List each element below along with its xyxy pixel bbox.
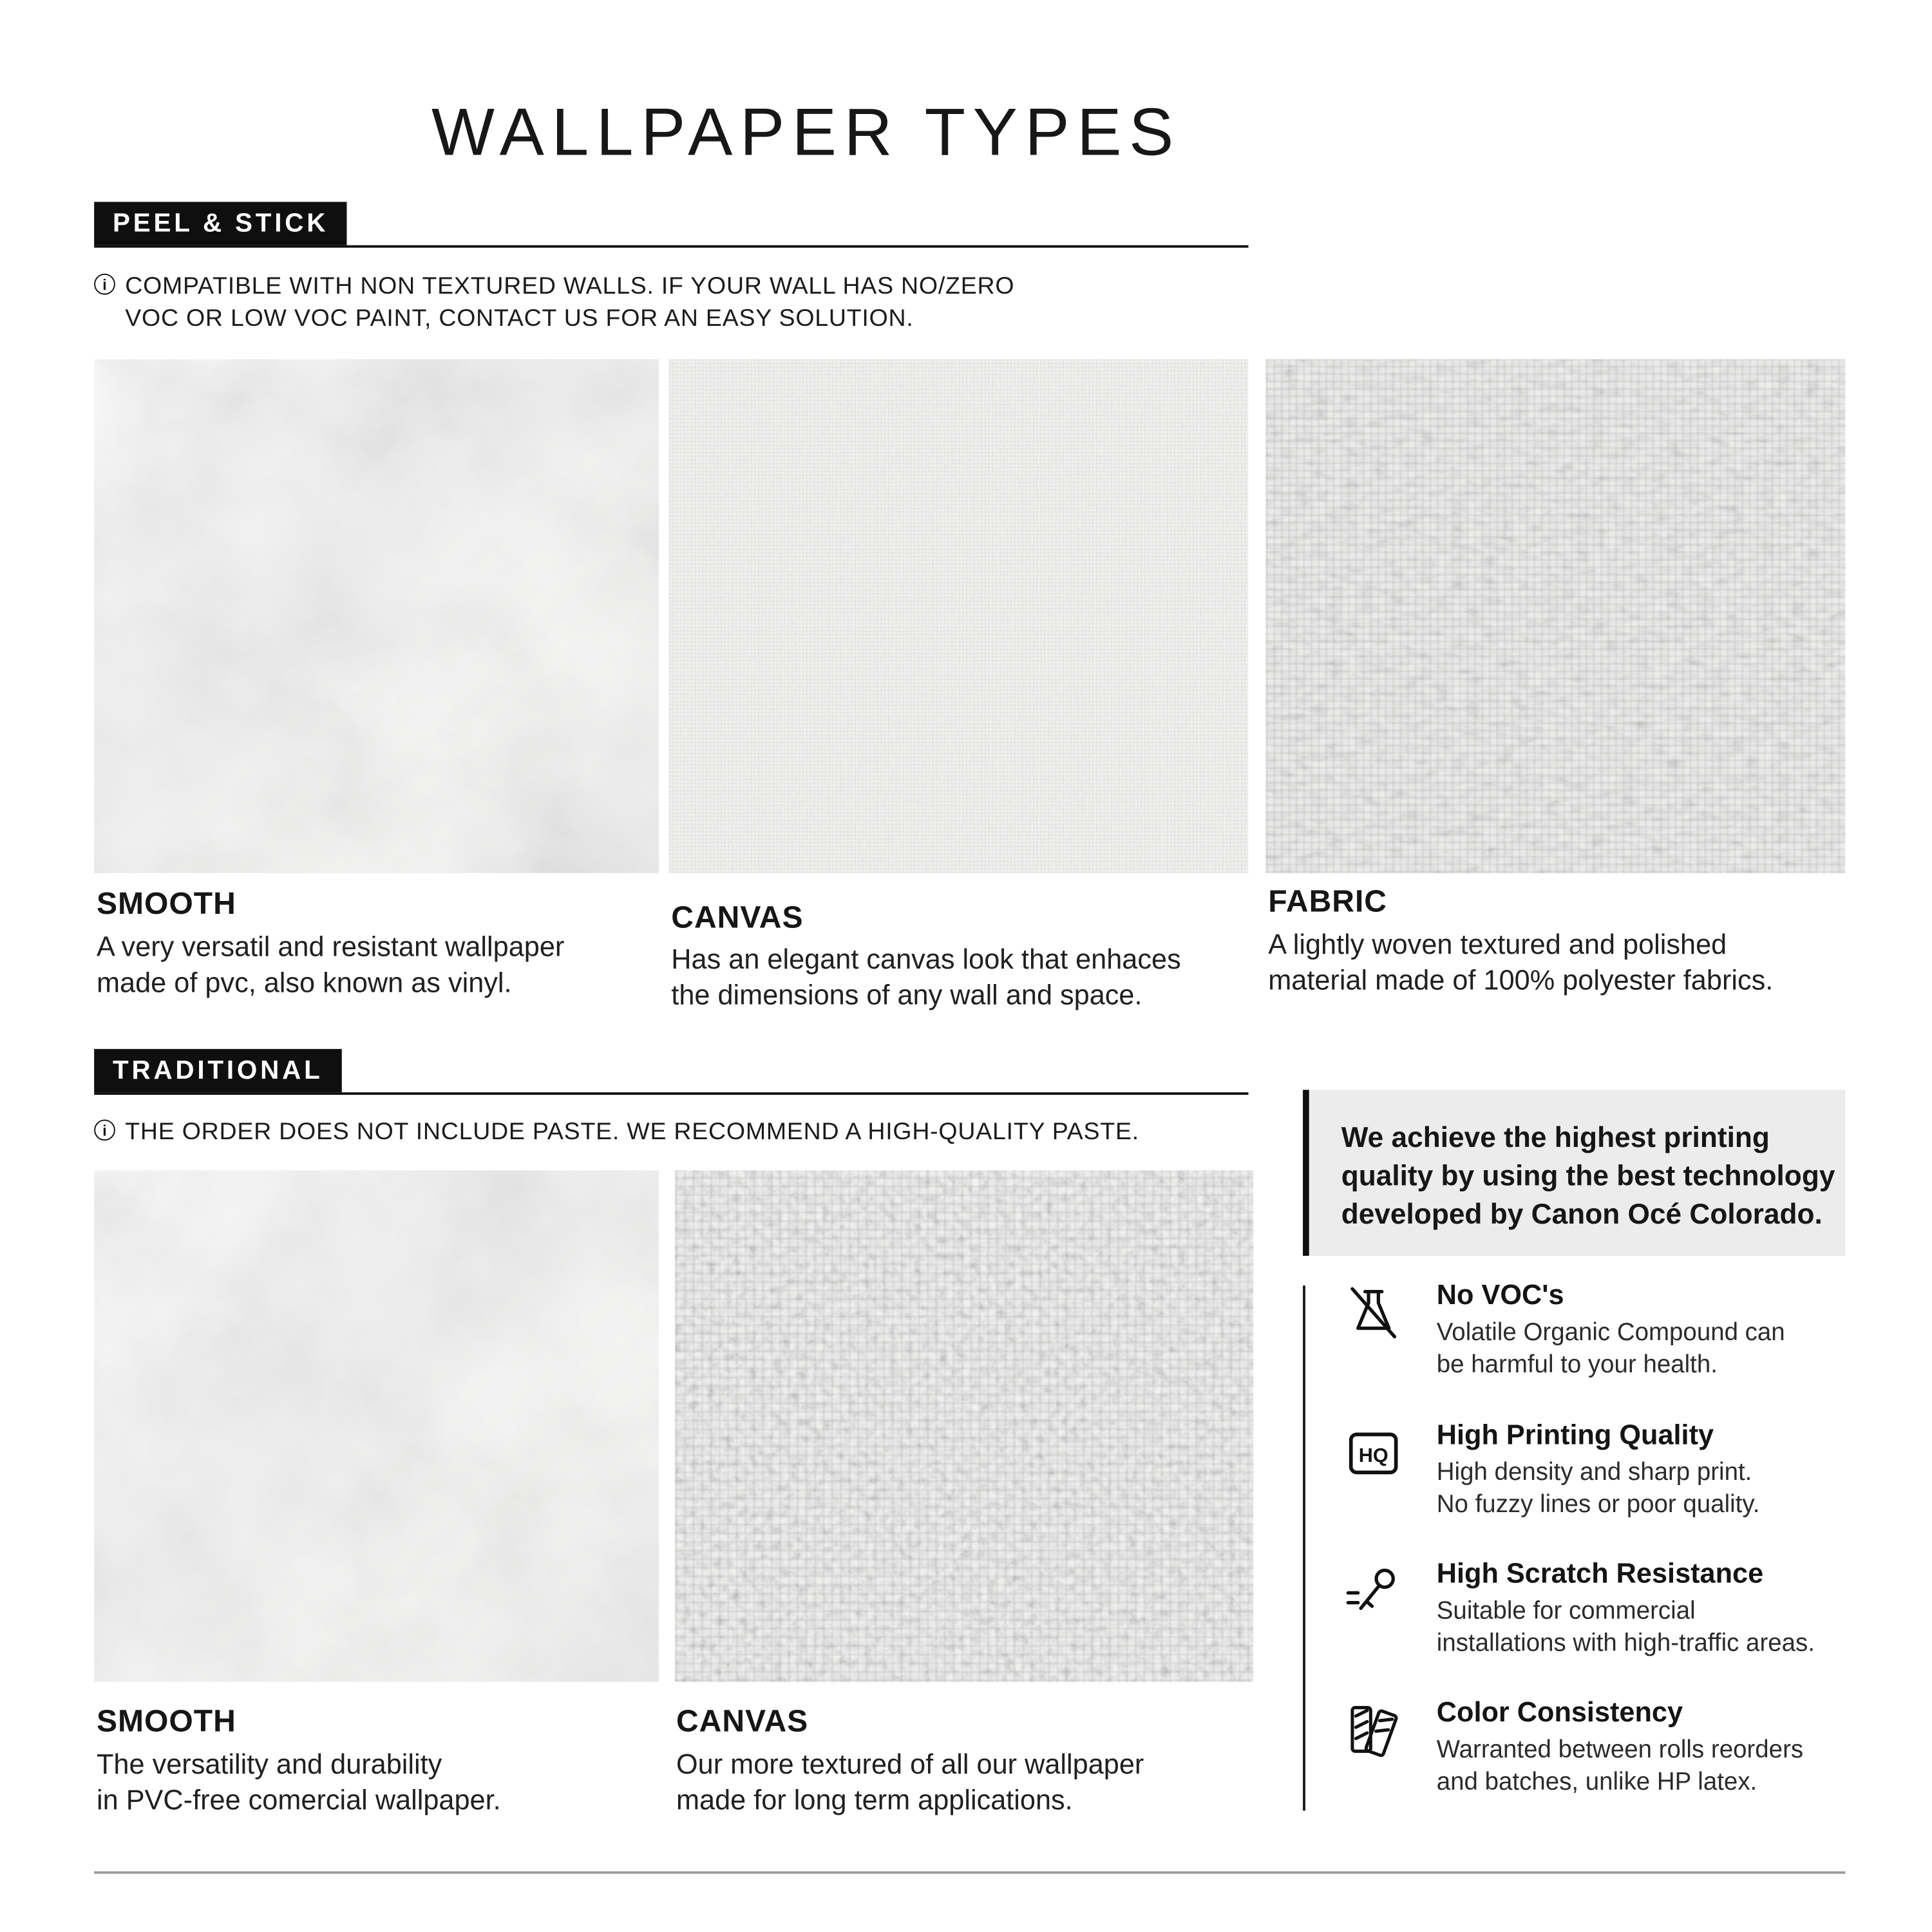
scratch-key-icon (1343, 1560, 1412, 1630)
traditional-header-rule (94, 1050, 1248, 1095)
swatch-desc (97, 1747, 501, 1819)
hq-badge-icon (1343, 1422, 1412, 1492)
swatch-name: SMOOTH (97, 886, 236, 922)
text-line: developed by Canon Océ Colorado. (1341, 1197, 1823, 1230)
text-line: material made of 100% polyester fabrics. (1268, 965, 1774, 996)
text-line: be harmful to your health. (1436, 1350, 1718, 1378)
texture-swatch-traditional-smooth (94, 1170, 659, 1681)
text-line: The versatility and durability (97, 1748, 442, 1780)
quality-note-box (1303, 1090, 1845, 1256)
text-line: Our more textured of all our wallpaper (676, 1748, 1144, 1780)
feature-title: High Scratch Resistance (1436, 1558, 1764, 1589)
text-line: quality by using the best technology (1341, 1159, 1835, 1191)
swatch-name: CANVAS (676, 1704, 809, 1739)
swatch-desc (1268, 926, 1773, 998)
info-icon: i (94, 1119, 115, 1141)
text-line: Suitable for commercial (1436, 1597, 1696, 1625)
swatch-name: CANVAS (671, 900, 804, 935)
text-line: the dimensions of any wall and space. (671, 980, 1142, 1011)
texture-swatch-traditional-canvas (675, 1170, 1253, 1681)
text-line: installations with high-traffic areas. (1436, 1629, 1815, 1657)
feature-no-voc (1343, 1280, 1875, 1381)
text-line: made of pvc, also known as vinyl. (97, 967, 512, 998)
text-line: A lightly woven textured and polished (1268, 929, 1727, 960)
page-title: WALLPAPER TYPES (431, 95, 1181, 170)
text-line: Has an elegant canvas look that enhaces (671, 943, 1181, 975)
no-voc-icon (1343, 1282, 1412, 1351)
text-line: High density and sharp print. (1436, 1459, 1752, 1486)
texture-swatch-peel-canvas (668, 359, 1248, 873)
traditional-section-label: TRADITIONAL (94, 1049, 341, 1092)
swatch-desc (676, 1747, 1144, 1819)
color-swatches-icon (1343, 1699, 1412, 1768)
traditional-note (94, 1116, 1139, 1148)
peel-stick-note (94, 270, 1014, 334)
text-line: made for long term applications. (676, 1785, 1073, 1816)
text-line: We achieve the highest printing (1341, 1121, 1770, 1153)
peel-stick-section-label: PEEL & STICK (94, 202, 347, 245)
feature-high-scratch-resistance (1343, 1558, 1875, 1660)
note-line: COMPATIBLE WITH NON TEXTURED WALLS. IF YOUR WALL HAS NO/ZERO (125, 272, 1015, 300)
bottom-divider (94, 1871, 1845, 1873)
text-line: No fuzzy lines or poor quality. (1436, 1490, 1760, 1518)
features-divider (1303, 1285, 1305, 1810)
swatch-name: FABRIC (1268, 884, 1387, 919)
feature-title: High Printing Quality (1436, 1419, 1714, 1450)
swatch-name: SMOOTH (97, 1704, 236, 1739)
text-line: in PVC-free comercial wallpaper. (97, 1785, 501, 1816)
feature-title: No VOC's (1436, 1279, 1564, 1311)
texture-swatch-peel-fabric (1265, 359, 1845, 873)
peel-stick-header-rule (94, 203, 1248, 247)
feature-title: Color Consistency (1436, 1696, 1683, 1728)
note-line: THE ORDER DOES NOT INCLUDE PASTE. WE RECOMMEND A HIGH-QUALITY PASTE. (125, 1118, 1139, 1146)
text-line: and batches, unlike HP latex. (1436, 1768, 1757, 1795)
feature-color-consistency (1343, 1697, 1875, 1799)
note-line: VOC OR LOW VOC PAINT, CONTACT US FOR AN EASY SOLUTION. (125, 305, 914, 332)
text-line: A very versatil and resistant wallpaper (97, 931, 565, 963)
hq-glyph: HQ (1358, 1444, 1388, 1466)
text-line: Warranted between rolls reorders (1436, 1736, 1804, 1764)
swatch-desc (671, 942, 1180, 1014)
texture-swatch-peel-smooth (94, 359, 659, 873)
swatch-desc (97, 929, 564, 1001)
info-icon: i (94, 274, 115, 295)
feature-high-printing-quality (1343, 1419, 1875, 1521)
text-line: Volatile Organic Compound can (1436, 1319, 1785, 1347)
